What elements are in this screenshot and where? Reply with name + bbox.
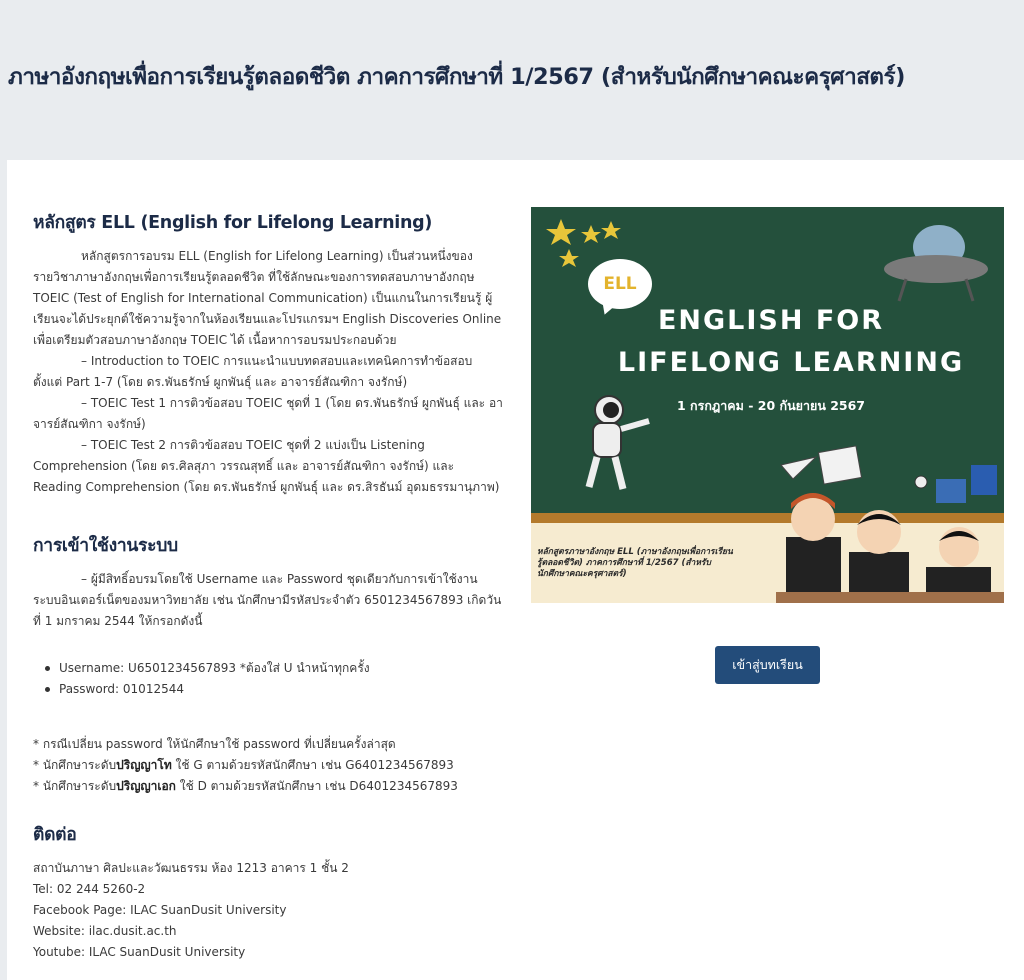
page-title: ภาษาอังกฤษเพื่อการเรียนรู้ตลอดชีวิต ภาคการศึกษาที่ 1/2567 (สำหรับนักศึกษาคณะครุศาสตร์) — [8, 64, 905, 90]
course-item-3: – TOEIC Test 2 การติวข้อสอบ TOEIC ชุดที่ 2 แบ่งเป็น Listening Comprehension (โดย ดร.ศิลสุภา วรรณสุทธิ์ และ อาจารย์สัณฑิกา จงรักษ์) และ Reading Comprehension (โดย ดร.พันธรักษ์ ผูกพันธุ์ และ ดร.สิรธันม์ อุดมธรรมานุภาพ) — [33, 438, 500, 494]
course-item-2: – TOEIC Test 1 การติวข้อสอบ TOEIC ชุดที่ 1 (โดย ดร.พันธรักษ์ ผูกพันธุ์ และ อาจารย์สัณฑิกา จงรักษ์) — [33, 396, 503, 431]
course-description — [33, 246, 503, 498]
course-title: หลักสูตร ELL (English for Lifelong Learning) — [33, 213, 433, 233]
ell-badge-text: ELL — [603, 274, 637, 294]
ufo-icon — [884, 225, 988, 301]
page-header — [0, 0, 1024, 160]
note-password-change: * กรณีเปลี่ยน password ให้นักศึกษาใช้ password ที่เปลี่ยนครั้งล่าสุด — [33, 737, 396, 751]
course-intro: หลักสูตรการอบรม ELL (English for Lifelong Learning) เป็นส่วนหนึ่งของรายวิชาภาษาอังกฤษเพื่อการเรียนรู้ตลอดชีวิต ที่ใช้ลักษณะของการทดสอบภาษาอังกฤษ TOEIC (Test of English for International Communication) เป็นแกนในการเรียนรู้ ผู้เรียนจะได้ประยุกต์ใช้ความรู้จากในห้องเรียนและโปรแกรมฯ English Discoveries Online เพื่อเตรียมตัวสอบภาษาอังกฤษ TOEIC ได้ เนื้อหาการอบรมประกอบด้วย — [33, 249, 502, 347]
contact-website: Website: ilac.dusit.ac.th — [33, 924, 177, 938]
credentials-list — [33, 658, 503, 700]
contact-address: สถาบันภาษา ศิลปะและวัฒนธรรม ห้อง 1213 อาคาร 1 ชั้น 2 — [33, 861, 349, 875]
contact-youtube: Youtube: ILAC SuanDusit University — [33, 945, 246, 959]
course-item-1: – Introduction to TOEIC การแนะนำแบบทดสอบและเทคนิคการทำข้อสอบ ตั้งแต่ Part 1-7 (โดย ดร.พันธรักษ์ ผูกพันธุ์ และ อาจารย์สัณฑิกา จงรักษ์) — [33, 354, 473, 389]
access-notes — [33, 734, 503, 797]
enter-lesson-button[interactable]: เข้าสู่บทเรียน — [715, 646, 820, 684]
left-margin-strip — [0, 160, 7, 980]
password-item: Password: 01012544 — [33, 679, 503, 700]
note-masters: * นักศึกษาระดับปริญญาโท ใช้ G ตามด้วยรหัสนักศึกษา เช่น G6401234567893 — [33, 758, 454, 772]
access-title: การเข้าใช้งานระบบ — [33, 536, 178, 556]
username-item: Username: U6501234567893 *ต้องใส่ U นำหน้าทุกครั้ง — [33, 658, 503, 679]
contact-facebook: Facebook Page: ILAC SuanDusit University — [33, 903, 287, 917]
banner-date: 1 กรกฎาคม - 20 กันยายน 2567 — [676, 398, 866, 413]
banner-caption: หลักสูตรภาษาอังกฤษ ELL (ภาษาอังกฤษเพื่อการเรียนรู้ตลอดชีวิต) ภาคการศึกษาที่ 1/2567 (สำหรับนักศึกษาคณะครุศาสตร์) — [537, 547, 733, 579]
contact-tel: Tel: 02 244 5260-2 — [33, 882, 146, 896]
banner-title-line2: LIFELONG LEARNING — [617, 347, 965, 378]
banner-title-line1: ENGLISH FOR — [657, 305, 885, 336]
note-doctoral: * นักศึกษาระดับปริญญาเอก ใช้ D ตามด้วยรหัสนักศึกษา เช่น D6401234567893 — [33, 779, 458, 793]
course-banner-image — [531, 207, 1004, 603]
students-icon — [786, 493, 991, 597]
access-description: – ผู้มีสิทธิ์อบรมโดยใช้ Username และ Password ชุดเดียวกับการเข้าใช้งานระบบอินเตอร์เน็ตของมหาวิทยาลัย เช่น นักศึกษามีรหัสประจำตัว 6501234567893 เกิดวันที่ 1 มกราคม 2544 ให้กรอกดังนี้ — [33, 572, 502, 628]
ell-badge — [588, 259, 652, 309]
contact-info — [33, 858, 503, 963]
contact-title: ติดต่อ — [33, 825, 77, 845]
